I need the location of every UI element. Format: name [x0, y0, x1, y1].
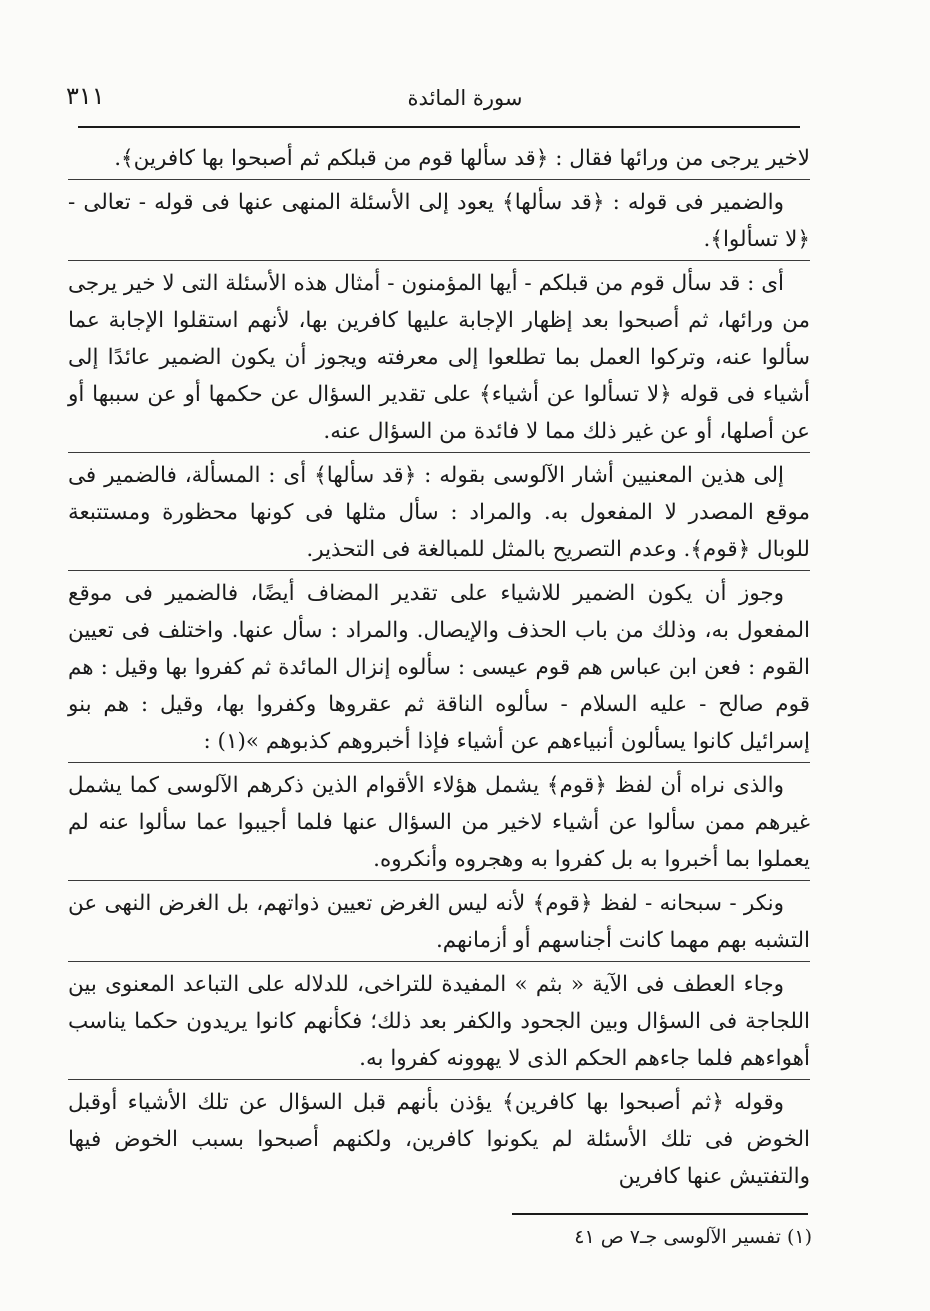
paragraph: وجاء العطف فى الآية « بثم » المفيدة للتراخى، للدلاله على التباعد المعنوى بين اللجاجة فى السؤال وبين الجحود والكفر بعد ذلك؛ فكأنهم كانوا يريدون حكما يناسب أهواءهم فلما جاءهم الحكم الذى لا يهوونه كفروا به.	[68, 972, 810, 1071]
paragraph-divider	[68, 570, 810, 571]
page-number: ٣١١	[66, 82, 105, 110]
paragraph: أى : قد سأل قوم من قبلكم - أيها المؤمنون - أمثال هذه الأسئلة التى لا خير يرجى من ورائها، ثم أصبحوا بعد إظهار الإجابة عليها كافرين بها، لأنهم استقلوا الإجابة عما سألوا عنه، وتركوا العمل بما تطلعوا إلى معرفته ويجوز أن يكون الضمير عائدًا إلى أشياء فى قوله ﴿لا تسألوا عن أشياء﴾ على تقدير السؤال عن حكمها أو عن سببها أو عن أصلها، أو عن غير ذلك مما لا فائدة من السؤال عنه.	[68, 271, 810, 444]
paragraph-divider	[68, 1079, 810, 1080]
paragraph: وجوز أن يكون الضمير للاشياء على تقدير المضاف أيضًا، فالضمير فى موقع المفعول به، وذلك من باب الحذف والإيصال. والمراد : سأل عنها. واختلف فى تعيين القوم : فعن ابن عباس هم قوم عيسى : سألوه إنزال المائدة ثم كفروا بها وقيل : هم قوم صالح - عليه السلام - سألوه الناقة ثم عقروها وكفروا بها، وقيل : هم بنو إسرائيل كانوا يسألون أنبياءهم عن أشياء فإذا أخبروهم كذبوهم »(١) :	[68, 581, 810, 754]
header-rule	[78, 126, 800, 128]
footnote: (١) تفسير الآلوسى جـ٧ ص ٤١	[574, 1226, 812, 1248]
body-text	[68, 140, 810, 1195]
paragraph: لاخير يرجى من ورائها فقال : ﴿قد سألها قوم من قبلكم ثم أصبحوا بها كافرين﴾.	[114, 146, 810, 171]
paragraph: والضمير فى قوله : ﴿قد سألها﴾ يعود إلى الأسئلة المنهى عنها فى قوله - تعالى - ﴿لا تسألوا﴾.	[68, 190, 810, 252]
paragraph-divider	[68, 961, 810, 962]
paragraph-divider	[68, 452, 810, 453]
paragraph: والذى نراه أن لفظ ﴿قوم﴾ يشمل هؤلاء الأقوام الذين ذكرهم الآلوسى كما يشمل غيرهم ممن سألوا عن أشياء لاخير من السؤال عنها فلما أجيبوا عما سألوا عنه لم يعملوا بما أخبروا به بل كفروا به وهجروه وأنكروه.	[68, 773, 810, 872]
paragraph-divider	[68, 260, 810, 261]
paragraph-divider	[68, 880, 810, 881]
paragraph: إلى هذين المعنيين أشار الآلوسى بقوله : ﴿قد سألها﴾ أى : المسألة، فالضمير فى موقع المصدر لا المفعول به. والمراد : سأل مثلها فى كونها محظورة ومستتبعة للوبال ﴿قوم﴾. وعدم التصريح بالمثل للمبالغة فى التحذير.	[68, 463, 810, 562]
paragraph-divider	[68, 762, 810, 763]
paragraph-divider	[68, 179, 810, 180]
paragraph: وقوله ﴿ثم أصبحوا بها كافرين﴾ يؤذن بأنهم قبل السؤال عن تلك الأشياء أوقبل الخوض فى تلك الأسئلة لم يكونوا كافرين، ولكنهم أصبحوا بسبب الخوض فيها والتفتيش عنها كافرين	[68, 1090, 810, 1189]
paragraph: ونكر - سبحانه - لفظ ﴿قوم﴾ لأنه ليس الغرض تعيين ذواتهم، بل الغرض النهى عن التشبه بهم مهما كانت أجناسهم أو أزمانهم.	[68, 891, 810, 953]
footnote-rule	[512, 1213, 808, 1215]
running-title: سورة المائدة	[407, 86, 523, 110]
